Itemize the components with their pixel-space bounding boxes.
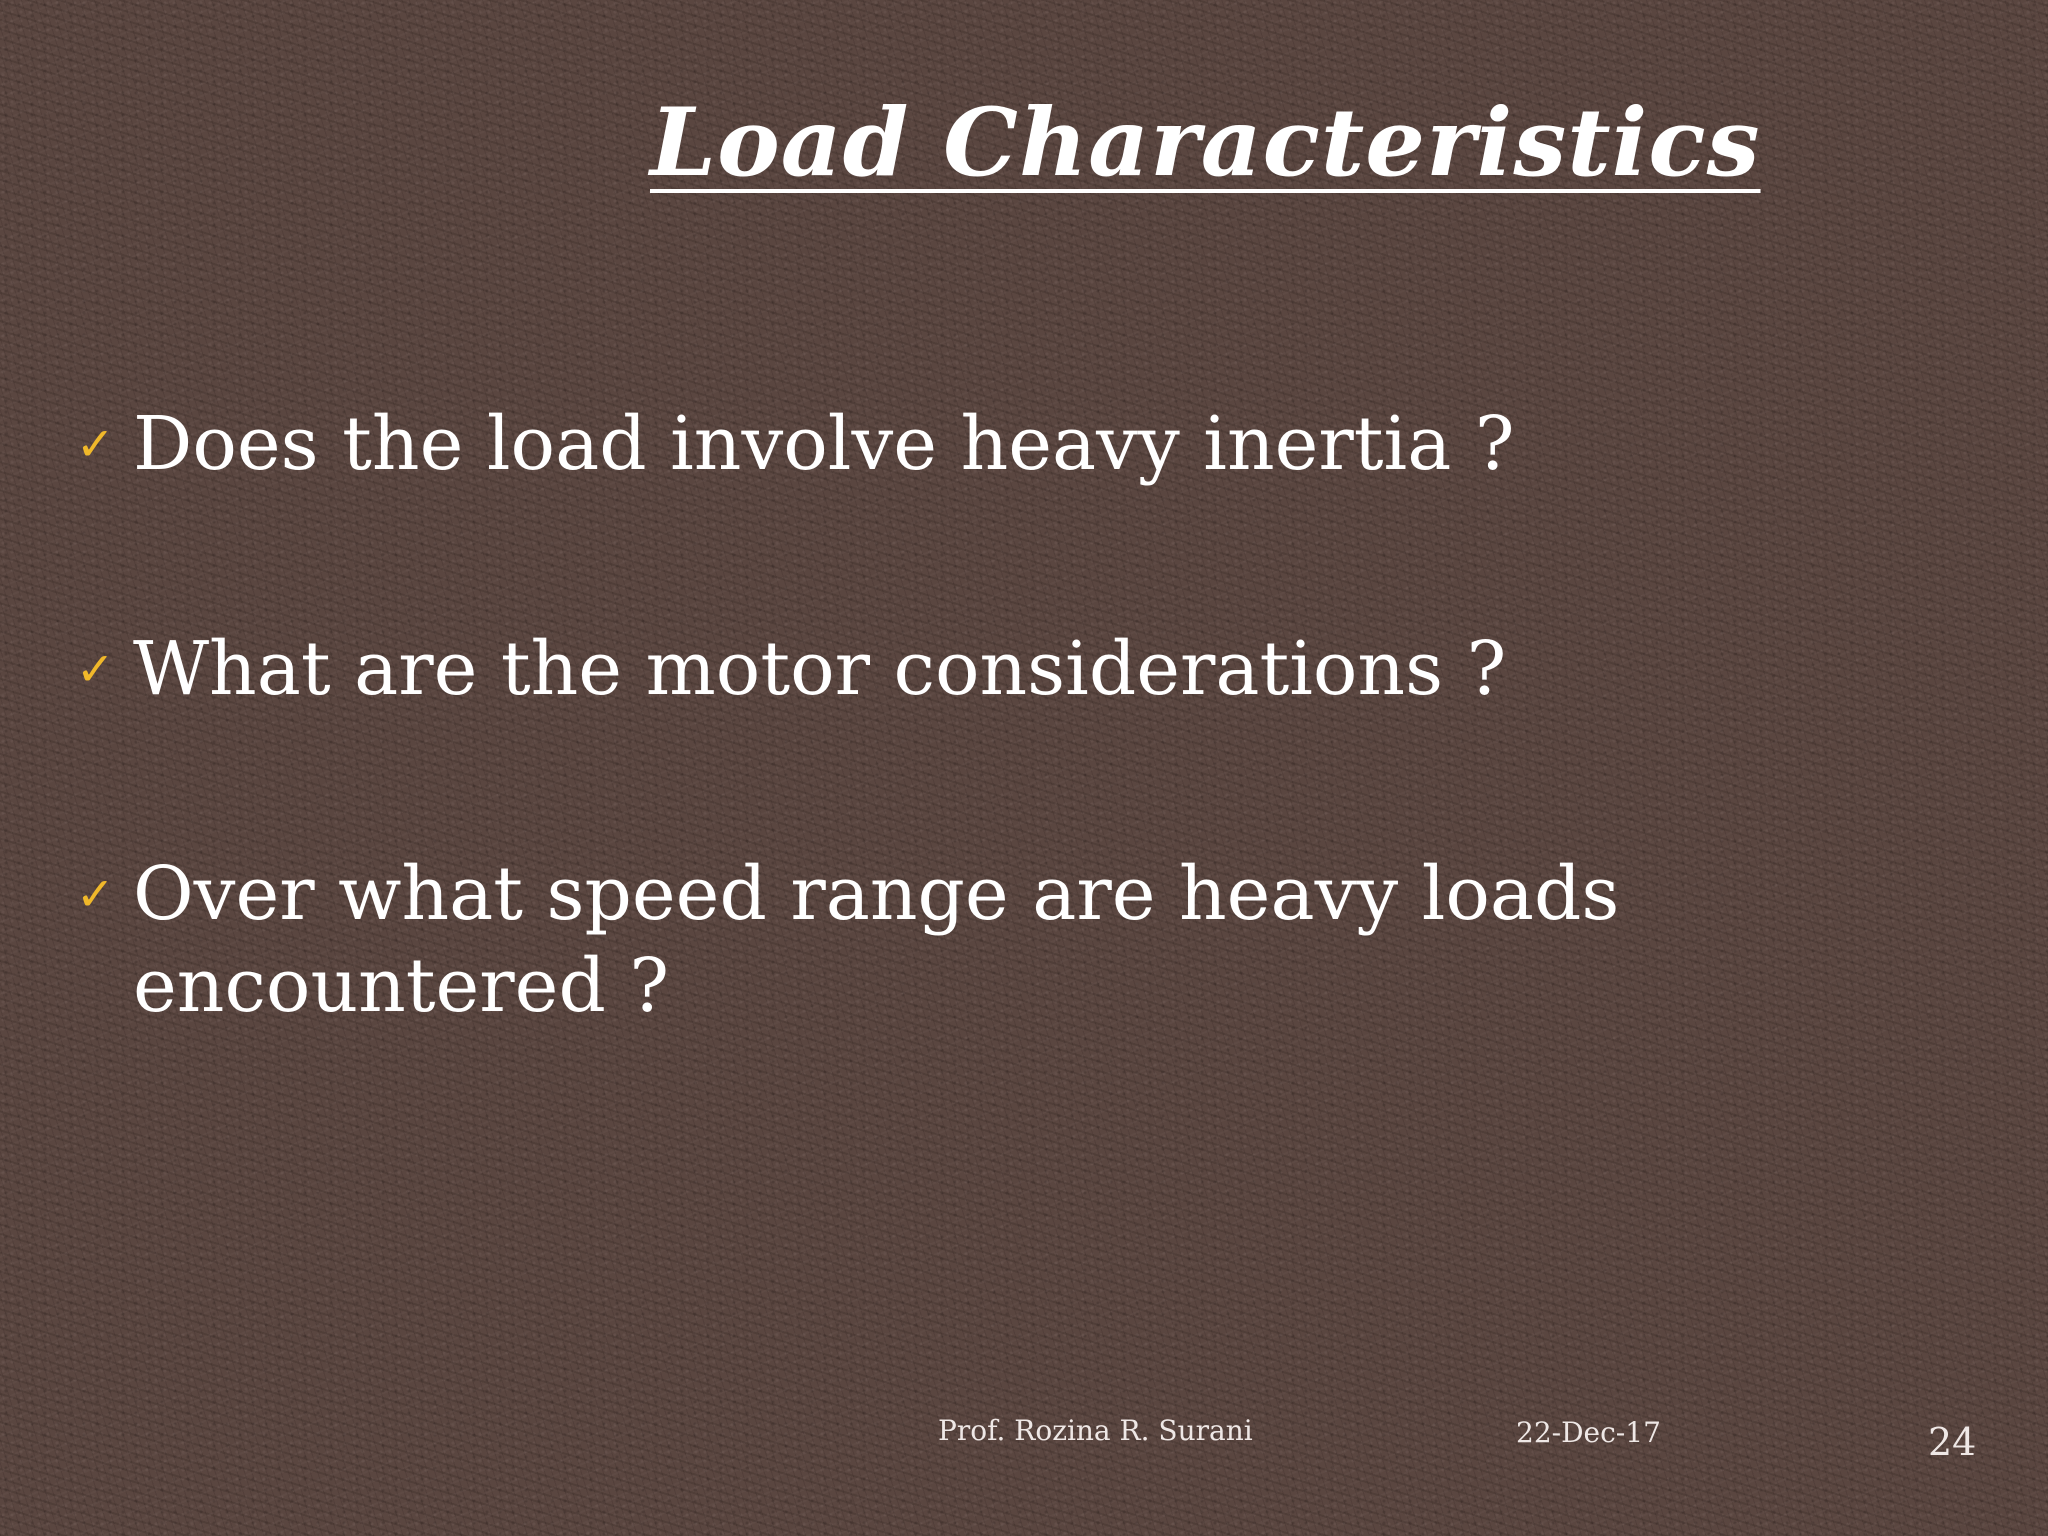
footer-date: 22-Dec-17 bbox=[1516, 1416, 1661, 1449]
bullet-text: Over what speed range are heavy loads encountered ? bbox=[133, 851, 1620, 1029]
footer-author: Prof. Rozina R. Surani bbox=[938, 1414, 1253, 1447]
bullet-list bbox=[76, 398, 1636, 1165]
bullet-text: Does the load involve heavy inertia ? bbox=[133, 401, 1515, 487]
checkmark-icon: ✓ bbox=[76, 417, 115, 471]
bullet-item bbox=[76, 623, 1636, 715]
page-number: 24 bbox=[1928, 1420, 1977, 1464]
slide-title: Load Characteristics bbox=[650, 88, 1761, 198]
bullet-item bbox=[76, 848, 1636, 1032]
bullet-item bbox=[76, 398, 1636, 490]
checkmark-icon: ✓ bbox=[76, 867, 115, 921]
bullet-text: What are the motor considerations ? bbox=[133, 626, 1507, 712]
checkmark-icon: ✓ bbox=[76, 642, 115, 696]
